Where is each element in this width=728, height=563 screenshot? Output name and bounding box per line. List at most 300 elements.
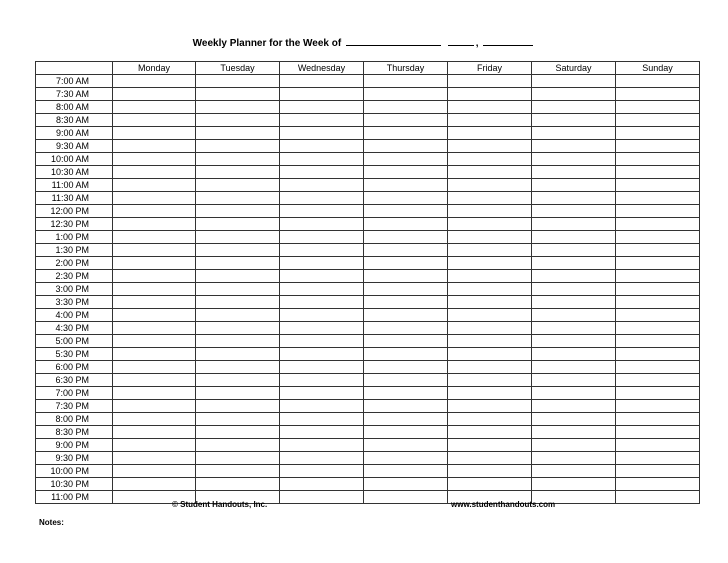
slot-cell-friday[interactable]: [448, 465, 532, 478]
slot-cell-thursday[interactable]: [364, 140, 448, 153]
time-label: 8:00 AM: [36, 101, 113, 114]
slot-cell-saturday[interactable]: [532, 179, 616, 192]
slot-cell-wednesday[interactable]: [280, 101, 364, 114]
time-row: [36, 439, 700, 452]
slot-cell-wednesday[interactable]: [280, 413, 364, 426]
slot-cell-sunday[interactable]: [616, 192, 700, 205]
slot-cell-friday[interactable]: [448, 231, 532, 244]
slot-cell-saturday[interactable]: [532, 205, 616, 218]
slot-cell-tuesday[interactable]: [196, 400, 280, 413]
slot-cell-sunday[interactable]: [616, 374, 700, 387]
website-link: www.studenthandouts.com: [451, 500, 556, 509]
slot-cell-sunday[interactable]: [616, 218, 700, 231]
time-label: 6:30 PM: [36, 374, 113, 387]
slot-cell-wednesday[interactable]: [280, 439, 364, 452]
slot-cell-friday[interactable]: [448, 192, 532, 205]
time-row: [36, 491, 700, 504]
time-row: [36, 322, 700, 335]
week-blank: [346, 36, 441, 46]
slot-cell-friday[interactable]: [448, 348, 532, 361]
slot-cell-wednesday[interactable]: [280, 374, 364, 387]
title-text: Weekly Planner for the Week of: [192, 38, 342, 49]
time-label: 5:00 PM: [36, 335, 113, 348]
slot-cell-thursday[interactable]: [364, 166, 448, 179]
slot-cell-friday[interactable]: [448, 361, 532, 374]
time-row: [36, 75, 700, 88]
time-label: 10:30 AM: [36, 166, 113, 179]
slot-cell-tuesday[interactable]: [196, 452, 280, 465]
slot-cell-monday[interactable]: [113, 335, 196, 348]
slot-cell-monday[interactable]: [113, 179, 196, 192]
slot-cell-friday[interactable]: [448, 244, 532, 257]
slot-cell-sunday[interactable]: [616, 257, 700, 270]
slot-cell-monday[interactable]: [113, 140, 196, 153]
slot-cell-sunday[interactable]: [616, 166, 700, 179]
slot-cell-monday[interactable]: [113, 322, 196, 335]
slot-cell-monday[interactable]: [113, 309, 196, 322]
time-row: [36, 361, 700, 374]
planner-body: [36, 75, 700, 504]
slot-cell-thursday[interactable]: [364, 309, 448, 322]
slot-cell-tuesday[interactable]: [196, 127, 280, 140]
slot-cell-monday[interactable]: [113, 452, 196, 465]
slot-cell-monday[interactable]: [113, 478, 196, 491]
slot-cell-wednesday[interactable]: [280, 140, 364, 153]
slot-cell-wednesday[interactable]: [280, 478, 364, 491]
slot-cell-friday[interactable]: [448, 153, 532, 166]
slot-cell-monday[interactable]: [113, 465, 196, 478]
slot-cell-friday[interactable]: [448, 166, 532, 179]
slot-cell-wednesday[interactable]: [280, 166, 364, 179]
slot-cell-tuesday[interactable]: [196, 114, 280, 127]
slot-cell-monday[interactable]: [113, 127, 196, 140]
slot-cell-friday[interactable]: [448, 335, 532, 348]
slot-cell-saturday[interactable]: [532, 153, 616, 166]
slot-cell-saturday[interactable]: [532, 296, 616, 309]
slot-cell-thursday[interactable]: [364, 478, 448, 491]
slot-cell-friday[interactable]: [448, 374, 532, 387]
slot-cell-monday[interactable]: [113, 426, 196, 439]
time-label: 11:00 AM: [36, 179, 113, 192]
slot-cell-thursday[interactable]: [364, 192, 448, 205]
slot-cell-thursday[interactable]: [364, 101, 448, 114]
slot-cell-friday[interactable]: [448, 218, 532, 231]
slot-cell-friday[interactable]: [448, 439, 532, 452]
slot-cell-thursday[interactable]: [364, 270, 448, 283]
header-row: [36, 62, 700, 75]
time-row: [36, 88, 700, 101]
slot-cell-wednesday[interactable]: [280, 231, 364, 244]
time-row: [36, 153, 700, 166]
time-row: [36, 179, 700, 192]
slot-cell-sunday[interactable]: [616, 322, 700, 335]
slot-cell-thursday[interactable]: [364, 374, 448, 387]
slot-cell-saturday[interactable]: [532, 283, 616, 296]
slot-cell-thursday[interactable]: [364, 335, 448, 348]
slot-cell-monday[interactable]: [113, 270, 196, 283]
slot-cell-sunday[interactable]: [616, 335, 700, 348]
slot-cell-saturday[interactable]: [532, 88, 616, 101]
time-row: [36, 127, 700, 140]
month-blank: [448, 36, 474, 46]
time-label: 3:30 PM: [36, 296, 113, 309]
slot-cell-tuesday[interactable]: [196, 426, 280, 439]
slot-cell-sunday[interactable]: [616, 244, 700, 257]
slot-cell-saturday[interactable]: [532, 465, 616, 478]
slot-cell-friday[interactable]: [448, 140, 532, 153]
slot-cell-monday[interactable]: [113, 88, 196, 101]
slot-cell-saturday[interactable]: [532, 127, 616, 140]
slot-cell-monday[interactable]: [113, 283, 196, 296]
slot-cell-tuesday[interactable]: [196, 374, 280, 387]
slot-cell-saturday[interactable]: [532, 114, 616, 127]
slot-cell-friday[interactable]: [448, 127, 532, 140]
slot-cell-sunday[interactable]: [616, 426, 700, 439]
slot-cell-thursday[interactable]: [364, 400, 448, 413]
time-label: 7:30 AM: [36, 88, 113, 101]
slot-cell-saturday[interactable]: [532, 244, 616, 257]
slot-cell-saturday[interactable]: [532, 101, 616, 114]
slot-cell-tuesday[interactable]: [196, 192, 280, 205]
time-row: [36, 348, 700, 361]
slot-cell-thursday[interactable]: [364, 75, 448, 88]
slot-cell-saturday[interactable]: [532, 387, 616, 400]
slot-cell-saturday[interactable]: [532, 361, 616, 374]
slot-cell-sunday[interactable]: [616, 348, 700, 361]
day-header-monday: Monday: [113, 62, 196, 75]
slot-cell-thursday[interactable]: [364, 413, 448, 426]
slot-cell-monday[interactable]: [113, 153, 196, 166]
slot-cell-sunday[interactable]: [616, 465, 700, 478]
slot-cell-thursday[interactable]: [364, 153, 448, 166]
slot-cell-wednesday[interactable]: [280, 296, 364, 309]
slot-cell-thursday[interactable]: [364, 283, 448, 296]
time-label: 4:30 PM: [36, 322, 113, 335]
slot-cell-monday[interactable]: [113, 387, 196, 400]
slot-cell-sunday[interactable]: [616, 231, 700, 244]
slot-cell-sunday[interactable]: [616, 387, 700, 400]
slot-cell-tuesday[interactable]: [196, 413, 280, 426]
time-label: 12:00 PM: [36, 205, 113, 218]
time-row: [36, 231, 700, 244]
time-row: [36, 283, 700, 296]
slot-cell-saturday[interactable]: [532, 348, 616, 361]
slot-cell-wednesday[interactable]: [280, 387, 364, 400]
slot-cell-saturday[interactable]: [532, 374, 616, 387]
slot-cell-monday[interactable]: [113, 231, 196, 244]
slot-cell-monday[interactable]: [113, 439, 196, 452]
slot-cell-tuesday[interactable]: [196, 218, 280, 231]
slot-cell-wednesday[interactable]: [280, 127, 364, 140]
slot-cell-tuesday[interactable]: [196, 478, 280, 491]
slot-cell-tuesday[interactable]: [196, 309, 280, 322]
slot-cell-tuesday[interactable]: [196, 270, 280, 283]
title-separator: ,: [475, 38, 479, 49]
time-label: 3:00 PM: [36, 283, 113, 296]
slot-cell-monday[interactable]: [113, 348, 196, 361]
slot-cell-friday[interactable]: [448, 270, 532, 283]
time-row: [36, 335, 700, 348]
day-header-thursday: Thursday: [364, 62, 448, 75]
slot-cell-tuesday[interactable]: [196, 88, 280, 101]
notes-label: Notes:: [39, 518, 64, 527]
slot-cell-saturday[interactable]: [532, 140, 616, 153]
slot-cell-sunday[interactable]: [616, 153, 700, 166]
slot-cell-sunday[interactable]: [616, 270, 700, 283]
slot-cell-wednesday[interactable]: [280, 335, 364, 348]
slot-cell-thursday[interactable]: [364, 244, 448, 257]
slot-cell-wednesday[interactable]: [280, 270, 364, 283]
slot-cell-monday[interactable]: [113, 192, 196, 205]
slot-cell-wednesday[interactable]: [280, 283, 364, 296]
slot-cell-sunday[interactable]: [616, 400, 700, 413]
time-label: 10:00 PM: [36, 465, 113, 478]
slot-cell-thursday[interactable]: [364, 231, 448, 244]
slot-cell-sunday[interactable]: [616, 361, 700, 374]
slot-cell-friday[interactable]: [448, 283, 532, 296]
slot-cell-wednesday[interactable]: [280, 205, 364, 218]
slot-cell-tuesday[interactable]: [196, 322, 280, 335]
slot-cell-monday[interactable]: [113, 218, 196, 231]
day-header-sunday: Sunday: [616, 62, 700, 75]
slot-cell-friday[interactable]: [448, 205, 532, 218]
slot-cell-thursday[interactable]: [364, 296, 448, 309]
slot-cell-sunday[interactable]: [616, 114, 700, 127]
time-label: 7:00 AM: [36, 75, 113, 88]
slot-cell-tuesday[interactable]: [196, 231, 280, 244]
time-label: 1:30 PM: [36, 244, 113, 257]
slot-cell-wednesday[interactable]: [280, 400, 364, 413]
slot-cell-tuesday[interactable]: [196, 205, 280, 218]
slot-cell-thursday[interactable]: [364, 465, 448, 478]
slot-cell-wednesday[interactable]: [280, 348, 364, 361]
slot-cell-sunday[interactable]: [616, 205, 700, 218]
slot-cell-wednesday[interactable]: [280, 244, 364, 257]
slot-cell-sunday[interactable]: [616, 88, 700, 101]
time-label: 4:00 PM: [36, 309, 113, 322]
time-label: 2:30 PM: [36, 270, 113, 283]
time-label: 12:30 PM: [36, 218, 113, 231]
slot-cell-friday[interactable]: [448, 75, 532, 88]
slot-cell-monday[interactable]: [113, 244, 196, 257]
slot-cell-thursday[interactable]: [364, 452, 448, 465]
slot-cell-monday[interactable]: [113, 75, 196, 88]
slot-cell-monday[interactable]: [113, 400, 196, 413]
slot-cell-tuesday[interactable]: [196, 439, 280, 452]
slot-cell-monday[interactable]: [113, 257, 196, 270]
slot-cell-friday[interactable]: [448, 413, 532, 426]
time-label: 6:00 PM: [36, 361, 113, 374]
planner-grid: [35, 61, 700, 504]
slot-cell-friday[interactable]: [448, 257, 532, 270]
time-row: [36, 413, 700, 426]
slot-cell-saturday[interactable]: [532, 218, 616, 231]
slot-cell-friday[interactable]: [448, 426, 532, 439]
slot-cell-saturday[interactable]: [532, 335, 616, 348]
time-row: [36, 465, 700, 478]
slot-cell-friday[interactable]: [448, 400, 532, 413]
slot-cell-tuesday[interactable]: [196, 166, 280, 179]
slot-cell-sunday[interactable]: [616, 309, 700, 322]
slot-cell-saturday[interactable]: [532, 75, 616, 88]
slot-cell-wednesday[interactable]: [280, 179, 364, 192]
slot-cell-sunday[interactable]: [616, 491, 700, 504]
slot-cell-tuesday[interactable]: [196, 75, 280, 88]
time-label: 10:00 AM: [36, 153, 113, 166]
day-header-tuesday: Tuesday: [196, 62, 280, 75]
slot-cell-friday[interactable]: [448, 296, 532, 309]
slot-cell-saturday[interactable]: [532, 257, 616, 270]
slot-cell-monday[interactable]: [113, 361, 196, 374]
slot-cell-friday[interactable]: [448, 179, 532, 192]
time-label: 9:30 PM: [36, 452, 113, 465]
slot-cell-sunday[interactable]: [616, 283, 700, 296]
slot-cell-sunday[interactable]: [616, 413, 700, 426]
slot-cell-sunday[interactable]: [616, 101, 700, 114]
slot-cell-tuesday[interactable]: [196, 348, 280, 361]
slot-cell-tuesday[interactable]: [196, 387, 280, 400]
slot-cell-saturday[interactable]: [532, 231, 616, 244]
slot-cell-tuesday[interactable]: [196, 179, 280, 192]
slot-cell-monday[interactable]: [113, 374, 196, 387]
time-label: 11:00 PM: [36, 491, 113, 504]
time-label: 9:00 PM: [36, 439, 113, 452]
time-row: [36, 101, 700, 114]
slot-cell-saturday[interactable]: [532, 478, 616, 491]
time-row: [36, 387, 700, 400]
slot-cell-thursday[interactable]: [364, 179, 448, 192]
time-row: [36, 244, 700, 257]
slot-cell-monday[interactable]: [113, 114, 196, 127]
slot-cell-monday[interactable]: [113, 413, 196, 426]
slot-cell-thursday[interactable]: [364, 348, 448, 361]
slot-cell-wednesday[interactable]: [280, 75, 364, 88]
time-row: [36, 426, 700, 439]
slot-cell-tuesday[interactable]: [196, 101, 280, 114]
day-header-wednesday: Wednesday: [280, 62, 364, 75]
slot-cell-monday[interactable]: [113, 296, 196, 309]
slot-cell-saturday[interactable]: [532, 270, 616, 283]
slot-cell-friday[interactable]: [448, 387, 532, 400]
slot-cell-sunday[interactable]: [616, 452, 700, 465]
slot-cell-tuesday[interactable]: [196, 153, 280, 166]
slot-cell-wednesday[interactable]: [280, 218, 364, 231]
slot-cell-monday[interactable]: [113, 166, 196, 179]
slot-cell-wednesday[interactable]: [280, 309, 364, 322]
slot-cell-wednesday[interactable]: [280, 88, 364, 101]
time-label: 7:00 PM: [36, 387, 113, 400]
slot-cell-sunday[interactable]: [616, 140, 700, 153]
slot-cell-thursday[interactable]: [364, 205, 448, 218]
time-row: [36, 166, 700, 179]
slot-cell-saturday[interactable]: [532, 322, 616, 335]
slot-cell-wednesday[interactable]: [280, 361, 364, 374]
day-header-saturday: Saturday: [532, 62, 616, 75]
day-header-friday: Friday: [448, 62, 532, 75]
slot-cell-wednesday[interactable]: [280, 114, 364, 127]
slot-cell-thursday[interactable]: [364, 426, 448, 439]
slot-cell-sunday[interactable]: [616, 179, 700, 192]
time-label: 8:30 AM: [36, 114, 113, 127]
slot-cell-saturday[interactable]: [532, 400, 616, 413]
time-row: [36, 218, 700, 231]
slot-cell-friday[interactable]: [448, 322, 532, 335]
time-row: [36, 400, 700, 413]
slot-cell-saturday[interactable]: [532, 426, 616, 439]
time-label: 11:30 AM: [36, 192, 113, 205]
slot-cell-tuesday[interactable]: [196, 283, 280, 296]
slot-cell-sunday[interactable]: [616, 75, 700, 88]
slot-cell-thursday[interactable]: [364, 322, 448, 335]
slot-cell-wednesday[interactable]: [280, 465, 364, 478]
slot-cell-wednesday[interactable]: [280, 153, 364, 166]
slot-cell-thursday[interactable]: [364, 127, 448, 140]
slot-cell-sunday[interactable]: [616, 439, 700, 452]
slot-cell-wednesday[interactable]: [280, 322, 364, 335]
slot-cell-tuesday[interactable]: [196, 296, 280, 309]
slot-cell-sunday[interactable]: [616, 478, 700, 491]
slot-cell-friday[interactable]: [448, 478, 532, 491]
slot-cell-tuesday[interactable]: [196, 465, 280, 478]
slot-cell-wednesday[interactable]: [280, 192, 364, 205]
time-label: 8:30 PM: [36, 426, 113, 439]
slot-cell-wednesday[interactable]: [280, 426, 364, 439]
slot-cell-wednesday[interactable]: [280, 491, 364, 504]
slot-cell-friday[interactable]: [448, 452, 532, 465]
slot-cell-tuesday[interactable]: [196, 244, 280, 257]
slot-cell-friday[interactable]: [448, 309, 532, 322]
time-row: [36, 478, 700, 491]
slot-cell-thursday[interactable]: [364, 439, 448, 452]
time-row: [36, 257, 700, 270]
slot-cell-saturday[interactable]: [532, 192, 616, 205]
slot-cell-thursday[interactable]: [364, 114, 448, 127]
slot-cell-sunday[interactable]: [616, 296, 700, 309]
slot-cell-friday[interactable]: [448, 114, 532, 127]
planner-title: [0, 36, 728, 49]
slot-cell-tuesday[interactable]: [196, 361, 280, 374]
slot-cell-wednesday[interactable]: [280, 452, 364, 465]
slot-cell-monday[interactable]: [113, 205, 196, 218]
slot-cell-friday[interactable]: [448, 88, 532, 101]
slot-cell-thursday[interactable]: [364, 387, 448, 400]
slot-cell-thursday[interactable]: [364, 361, 448, 374]
slot-cell-thursday[interactable]: [364, 491, 448, 504]
slot-cell-saturday[interactable]: [532, 166, 616, 179]
slot-cell-saturday[interactable]: [532, 309, 616, 322]
slot-cell-thursday[interactable]: [364, 257, 448, 270]
slot-cell-saturday[interactable]: [532, 413, 616, 426]
slot-cell-wednesday[interactable]: [280, 257, 364, 270]
slot-cell-saturday[interactable]: [532, 452, 616, 465]
copyright-text: © Student Handouts, Inc.: [172, 500, 268, 509]
time-label: 10:30 PM: [36, 478, 113, 491]
slot-cell-monday[interactable]: [113, 101, 196, 114]
time-row: [36, 296, 700, 309]
slot-cell-friday[interactable]: [448, 101, 532, 114]
slot-cell-tuesday[interactable]: [196, 140, 280, 153]
year-blank: [483, 36, 533, 46]
slot-cell-thursday[interactable]: [364, 88, 448, 101]
slot-cell-tuesday[interactable]: [196, 257, 280, 270]
time-row: [36, 309, 700, 322]
time-row: [36, 205, 700, 218]
time-label: 9:30 AM: [36, 140, 113, 153]
slot-cell-thursday[interactable]: [364, 218, 448, 231]
slot-cell-tuesday[interactable]: [196, 335, 280, 348]
slot-cell-sunday[interactable]: [616, 127, 700, 140]
slot-cell-saturday[interactable]: [532, 439, 616, 452]
